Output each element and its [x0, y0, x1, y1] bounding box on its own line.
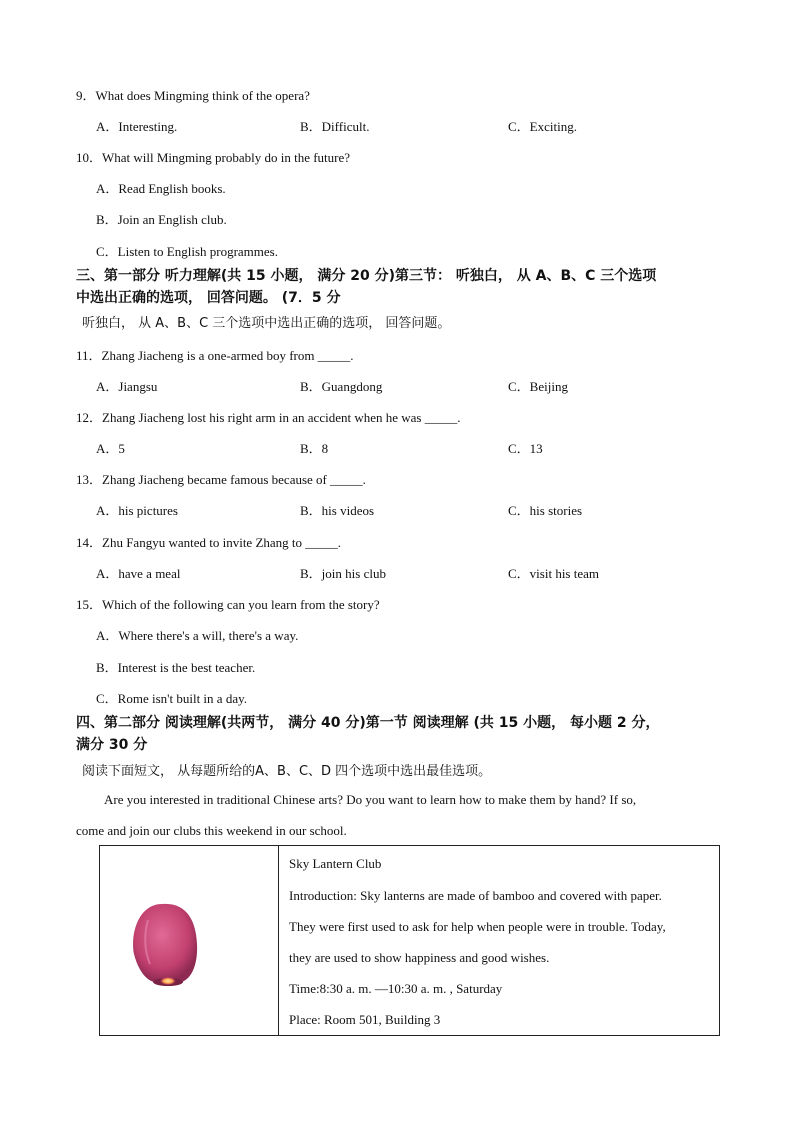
section-4-heading-line1: 四、第二部分 阅读理解(共两节， 满分 40 分)第一节 阅读理解 (共 15 小题， 每小题 2 分，: [76, 715, 660, 731]
question-15-option-b[interactable]: B．Interest is the best teacher.: [96, 660, 256, 675]
club-intro-line-2: They were first used to ask for help when people were in trouble. Today,: [289, 919, 666, 934]
club-info-cell: [279, 846, 720, 1036]
question-15-stem: 15．Which of the following can you learn from the story?: [76, 597, 380, 612]
section-3-heading-line1: 三、第一部分 听力理解(共 15 小题， 满分 20 分)第三节： 听独白， 从 A、B、C 三个选项: [76, 268, 657, 284]
passage-line-1: Are you interested in traditional Chinese arts? Do you want to learn how to make them by hand? If so,: [104, 792, 637, 807]
club-intro-line-1: Introduction: Sky lanterns are made of bamboo and covered with paper.: [289, 888, 662, 903]
question-10-option-a[interactable]: A．Read English books.: [96, 181, 226, 196]
question-9-option-c[interactable]: C．Exciting.: [508, 119, 577, 134]
question-9-stem: 9．What does Mingming think of the opera?: [76, 88, 310, 103]
question-13-stem: 13．Zhang Jiacheng became famous because of _____.: [76, 472, 366, 487]
question-14-option-c[interactable]: C．visit his team: [508, 566, 600, 581]
question-12-option-b[interactable]: B．8: [300, 441, 329, 456]
section-4-heading-line2: 满分 30 分: [76, 737, 148, 753]
question-11-option-a[interactable]: A．Jiangsu: [96, 379, 158, 394]
question-9-option-a[interactable]: A．Interesting.: [96, 119, 178, 134]
question-13-option-b[interactable]: B．his videos: [300, 503, 375, 518]
question-12-stem: 12．Zhang Jiacheng lost his right arm in an accident when he was _____.: [76, 410, 461, 425]
club-title: Sky Lantern Club: [289, 856, 382, 871]
question-10-option-c[interactable]: C．Listen to English programmes.: [96, 244, 278, 259]
club-place: Place: Room 501, Building 3: [289, 1012, 441, 1027]
question-9-option-b[interactable]: B．Difficult.: [300, 119, 370, 134]
question-14-option-a[interactable]: A．have a meal: [96, 566, 181, 581]
question-14-stem: 14．Zhu Fangyu wanted to invite Zhang to _____.: [76, 535, 342, 550]
club-table: [99, 845, 720, 1036]
question-12-option-a[interactable]: A．5: [96, 441, 125, 456]
question-11-option-c[interactable]: C．Beijing: [508, 379, 568, 394]
section-4-instruction: 阅读下面短文， 从每题所给的A、B、C、D 四个选项中选出最佳选项。: [82, 764, 492, 779]
sky-lantern-image: [100, 846, 278, 1035]
question-13-option-a[interactable]: A．his pictures: [96, 503, 178, 518]
question-11-option-b[interactable]: B．Guangdong: [300, 379, 383, 394]
question-11-stem: 11．Zhang Jiacheng is a one-armed boy from _____.: [76, 348, 354, 363]
section-3-heading-line2: 中选出正确的选项， 回答问题。 (7．5 分: [76, 290, 341, 306]
club-intro-line-3: they are used to show happiness and good wishes.: [289, 950, 550, 965]
question-10-stem: 10．What will Mingming probably do in the future?: [76, 150, 351, 165]
club-image-cell: [100, 846, 279, 1036]
section-3-instruction: 听独白， 从 A、B、C 三个选项中选出正确的选项， 回答问题。: [82, 316, 451, 331]
question-15-option-a[interactable]: A．Where there's a will, there's a way.: [96, 628, 299, 643]
question-14-option-b[interactable]: B．join his club: [300, 566, 386, 581]
club-time: Time:8:30 a. m. —10:30 a. m. , Saturday: [289, 981, 503, 996]
question-13-option-c[interactable]: C．his stories: [508, 503, 583, 518]
question-15-option-c[interactable]: C．Rome isn't built in a day.: [96, 691, 247, 706]
question-12-option-c[interactable]: C．13: [508, 441, 543, 456]
passage-line-2: come and join our clubs this weekend in our school.: [76, 823, 347, 838]
question-10-option-b[interactable]: B．Join an English club.: [96, 212, 227, 227]
